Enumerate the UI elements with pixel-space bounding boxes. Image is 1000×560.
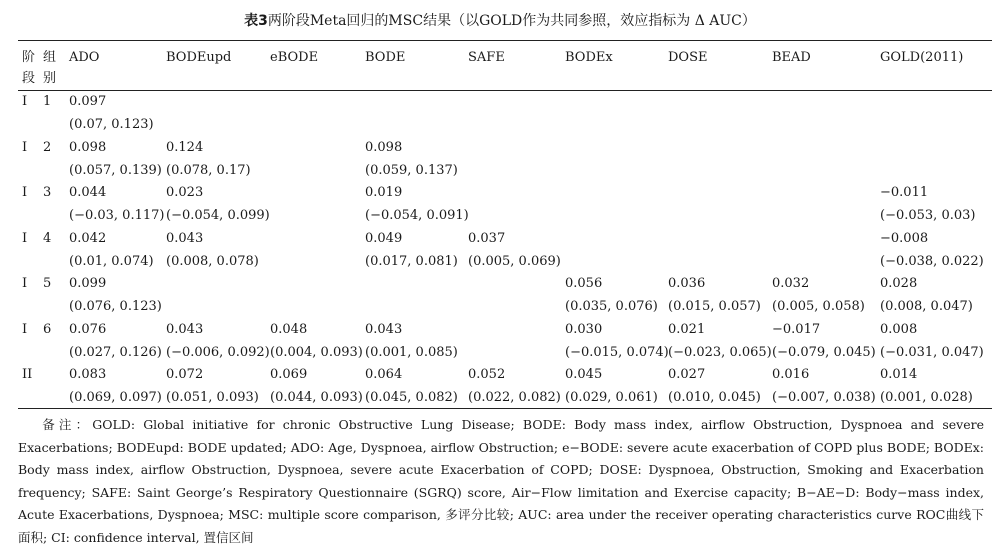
- cell-ci: (−0.079, 0.045): [772, 344, 876, 360]
- header-group-1: 组: [43, 50, 57, 65]
- cell-estimate: 0.027: [668, 367, 706, 382]
- cell-ci: (−0.053, 0.03): [880, 208, 976, 223]
- cell-estimate: 0.064: [365, 367, 403, 382]
- cell-ci: (0.07, 0.123): [69, 117, 154, 132]
- header-method: BODE: [365, 50, 406, 65]
- row-stage: I: [22, 139, 28, 155]
- header-method: BEAD: [772, 50, 811, 65]
- cell-estimate: 0.098: [69, 139, 107, 155]
- row-stage: I: [22, 276, 28, 291]
- row-group: 2: [43, 139, 52, 155]
- table-note: [18, 414, 984, 549]
- cell-estimate: 0.044: [69, 185, 107, 200]
- cell-estimate: 0.037: [468, 230, 506, 246]
- cell-ci: (0.044, 0.093): [270, 390, 363, 405]
- header-method: eBODE: [270, 50, 319, 65]
- row-group: 6: [43, 321, 52, 337]
- cell-estimate: −0.008: [880, 230, 929, 246]
- cell-ci: (0.001, 0.028): [880, 390, 973, 405]
- cell-estimate: 0.016: [772, 367, 810, 382]
- cell-estimate: 0.023: [166, 185, 204, 200]
- cell-estimate: 0.049: [365, 230, 403, 246]
- cell-ci: (0.069, 0.097): [69, 390, 162, 405]
- cell-ci: (0.001, 0.085): [365, 344, 458, 360]
- cell-estimate: 0.098: [365, 139, 403, 155]
- table-caption: 两阶段Meta回归的MSC结果（以GOLD作为共同参照，效应指标为 Δ AUC）: [267, 13, 756, 29]
- cell-estimate: 0.008: [880, 321, 918, 337]
- cell-ci: (0.022, 0.082): [468, 390, 561, 405]
- header-stage-1: 阶: [22, 50, 36, 65]
- cell-ci: (0.078, 0.17): [166, 162, 251, 178]
- cell-ci: (−0.031, 0.047): [880, 344, 984, 360]
- cell-ci: (0.004, 0.093): [270, 344, 363, 360]
- row-group: 1: [43, 94, 52, 109]
- cell-ci: (0.057, 0.139): [69, 162, 162, 178]
- cell-ci: (0.029, 0.061): [565, 390, 658, 405]
- cell-estimate: 0.014: [880, 367, 918, 382]
- header-method: BODEupd: [166, 50, 232, 65]
- row-stage: I: [22, 94, 28, 109]
- row-stage: I: [22, 321, 28, 337]
- cell-ci: (0.008, 0.047): [880, 299, 973, 314]
- cell-estimate: 0.028: [880, 276, 918, 291]
- cell-estimate: 0.083: [69, 367, 107, 382]
- cell-ci: (−0.054, 0.099): [166, 208, 270, 223]
- bottom-rule: [18, 408, 992, 409]
- cell-ci: (0.035, 0.076): [565, 299, 658, 314]
- cell-estimate: 0.043: [166, 321, 204, 337]
- cell-estimate: 0.032: [772, 276, 810, 291]
- cell-ci: (0.008, 0.078): [166, 253, 259, 269]
- header-group-2: 别: [43, 71, 57, 86]
- table-title: [0, 10, 1000, 32]
- cell-ci: (0.015, 0.057): [668, 299, 761, 314]
- cell-estimate: −0.011: [880, 185, 929, 200]
- row-group: 4: [43, 230, 52, 246]
- row-stage: I: [22, 185, 28, 200]
- row-group: 3: [43, 185, 52, 200]
- cell-estimate: 0.021: [668, 321, 706, 337]
- header-method: BODEx: [565, 50, 613, 65]
- row-group: 5: [43, 276, 52, 291]
- cell-estimate: 0.043: [166, 230, 204, 246]
- row-stage: II: [22, 367, 33, 382]
- cell-ci: (0.051, 0.093): [166, 390, 259, 405]
- cell-estimate: 0.045: [565, 367, 603, 382]
- cell-ci: (0.010, 0.045): [668, 390, 761, 405]
- header-stage-2: 段: [22, 71, 36, 86]
- cell-ci: (−0.007, 0.038): [772, 390, 876, 405]
- cell-estimate: 0.072: [166, 367, 204, 382]
- cell-estimate: 0.042: [69, 230, 107, 246]
- row-stage: I: [22, 230, 28, 246]
- header-method: GOLD(2011): [880, 50, 964, 65]
- header-method: DOSE: [668, 50, 708, 65]
- cell-ci: (−0.023, 0.065): [668, 344, 772, 360]
- cell-ci: (0.017, 0.081): [365, 253, 458, 269]
- cell-estimate: 0.076: [69, 321, 107, 337]
- cell-estimate: 0.056: [565, 276, 603, 291]
- header-rule: [18, 90, 992, 91]
- table-label: 表3: [244, 13, 268, 29]
- cell-ci: (0.076, 0.123): [69, 299, 162, 314]
- cell-ci: (0.027, 0.126): [69, 344, 162, 360]
- cell-estimate: −0.017: [772, 321, 821, 337]
- cell-estimate: 0.030: [565, 321, 603, 337]
- cell-ci: (−0.03, 0.117): [69, 208, 165, 223]
- cell-estimate: 0.052: [468, 367, 506, 382]
- cell-estimate: 0.036: [668, 276, 706, 291]
- cell-estimate: 0.099: [69, 276, 107, 291]
- header-method: ADO: [69, 50, 100, 65]
- cell-ci: (0.005, 0.058): [772, 299, 865, 314]
- cell-estimate: 0.043: [365, 321, 403, 337]
- cell-ci: (0.005, 0.069): [468, 253, 561, 269]
- cell-ci: (0.059, 0.137): [365, 162, 458, 178]
- cell-estimate: 0.124: [166, 139, 204, 155]
- cell-ci: (0.01, 0.074): [69, 253, 154, 269]
- cell-ci: (0.045, 0.082): [365, 390, 458, 405]
- header-method: SAFE: [468, 50, 505, 65]
- cell-estimate: 0.069: [270, 367, 308, 382]
- cell-estimate: 0.019: [365, 185, 403, 200]
- top-rule: [18, 40, 992, 41]
- cell-ci: (−0.054, 0.091): [365, 208, 469, 223]
- cell-ci: (−0.038, 0.022): [880, 253, 984, 269]
- cell-ci: (−0.006, 0.092): [166, 344, 270, 360]
- cell-ci: (−0.015, 0.074): [565, 344, 669, 360]
- cell-estimate: 0.048: [270, 321, 308, 337]
- cell-estimate: 0.097: [69, 94, 107, 109]
- table-note-text: 备注：GOLD: Global initiative for chronic Obstructive Lung Disease; BODE: Body mass index, airflow Obstruction, Dyspnoea and severe Exacerbations; BODEupd: BODE updated; ADO: Age, Dyspnoea, airflow Obstruction; e−BODE: severe acute exacerbation of COPD plus BODE; BODEx: Body mass index, airflow Obstruction, Dyspnoea, severe acute Exacerbation of COPD; DOSE: Dyspnoea, Obstruction, Smoking and Exacerbation frequency; SAFE: Saint George’s Respiratory Questionnaire (SGRQ) score, Air−Flow limitation and Exercise capacity; B−AE−D: Body−mass index, Acute Exacerbations, Dyspnoea; MSC: multiple score comparison, 多评分比较; AUC: area under the receiver operating characteristics curve ROC曲线下面积; CI: confidence interval, 置信区间: [18, 417, 984, 545]
